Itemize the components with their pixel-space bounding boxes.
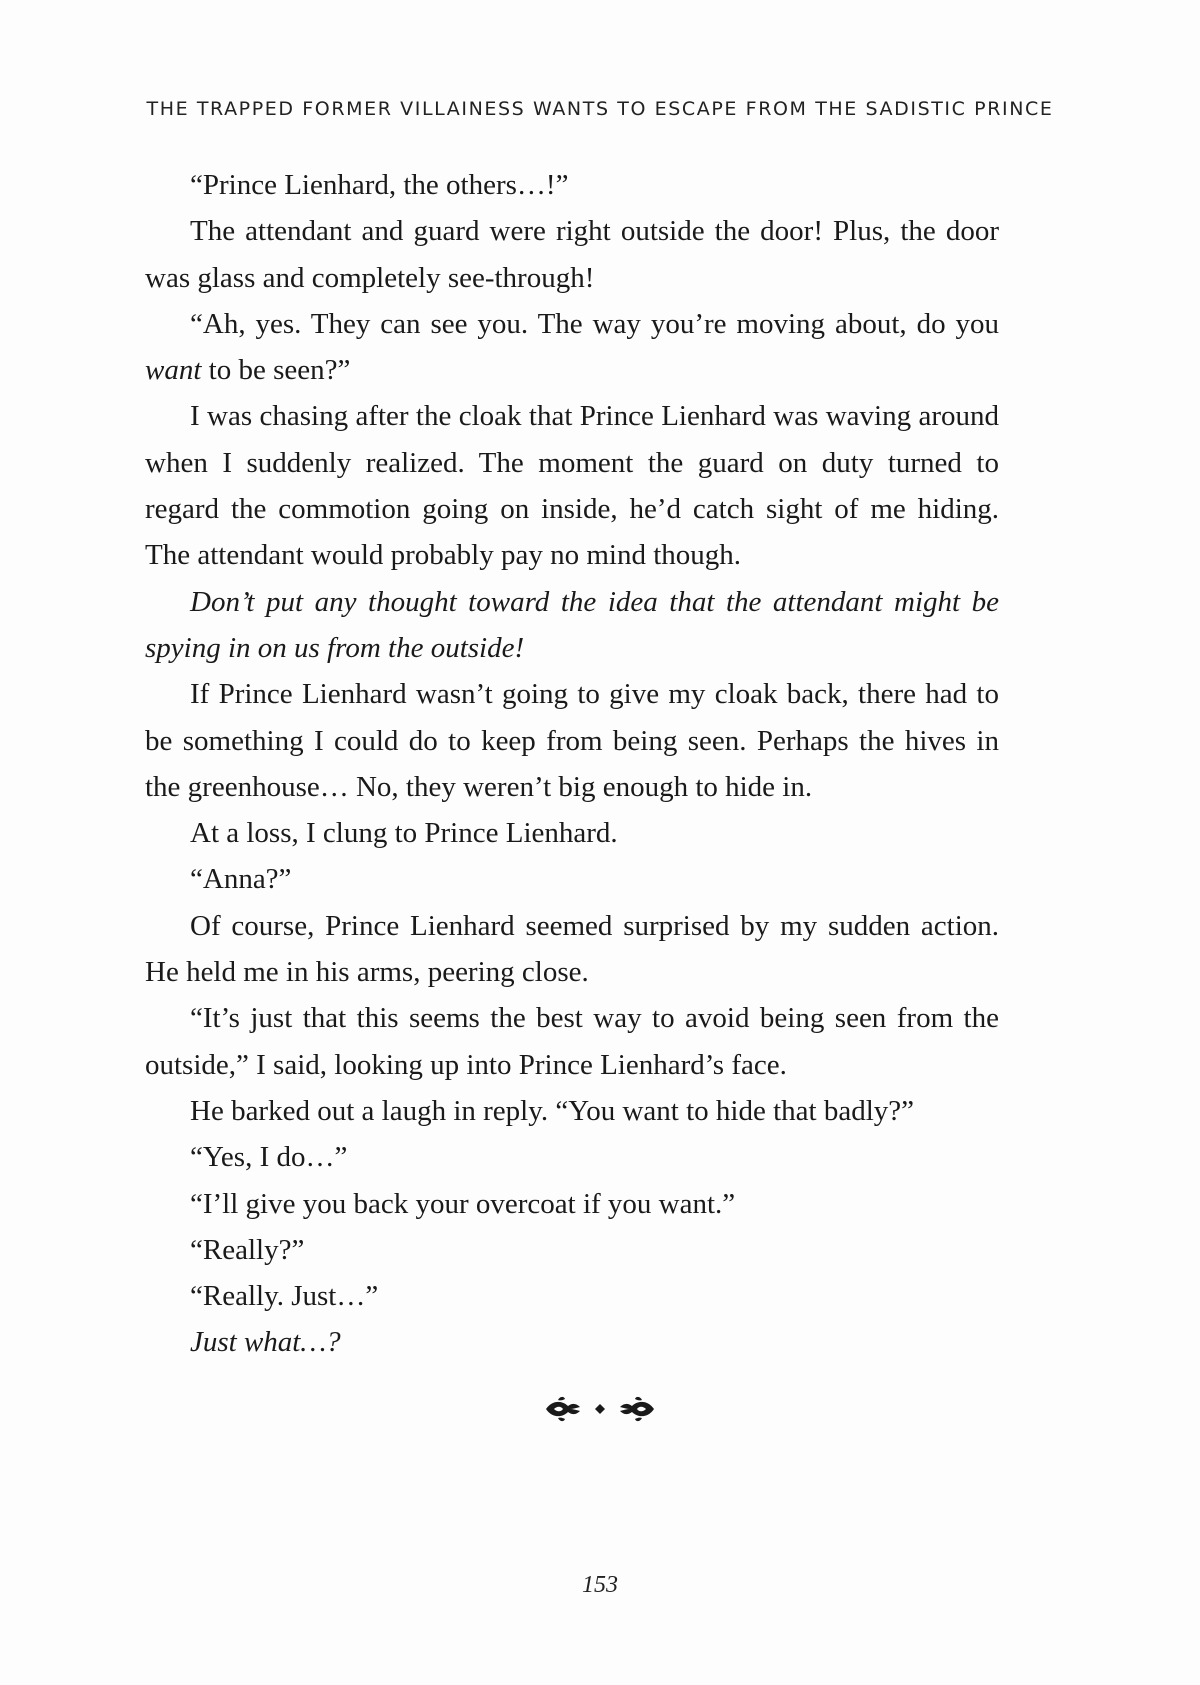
paragraph: “Anna?”: [190, 863, 292, 896]
running-head: THE TRAPPED FORMER VILLAINESS WANTS TO ESCAPE FROM THE SADISTIC PRINCE: [146, 98, 1054, 120]
emphasis: want: [145, 354, 202, 387]
body-text: [145, 162, 999, 1366]
paragraph: “I’ll give you back your overcoat if you want.”: [190, 1187, 736, 1220]
paragraph: “Prince Lienhard, the others…!”: [190, 169, 569, 201]
paragraph-italic: Just what…?: [190, 1326, 341, 1359]
paragraph-italic: Don’t put any thought toward the idea that the attendant might be spying in on us from the outside!: [145, 585, 999, 664]
paragraph: The attendant and guard were right outside the door! Plus, the door was glass and completely see-through!: [145, 215, 999, 294]
paragraph: “Yes, I do…”: [190, 1141, 348, 1174]
paragraph: “Really. Just…”: [190, 1280, 379, 1313]
page-number: 153: [582, 1572, 618, 1598]
scene-break-ornament-icon: [0, 1394, 1200, 1424]
fleuron-icon: [540, 1394, 660, 1424]
paragraph: “Ah, yes. They can see you. The way you’re moving about, do you want to be seen?”: [145, 307, 999, 387]
paragraph: Of course, Prince Lienhard seemed surprised by my sudden action. He held me in his arms, peering close.: [145, 909, 999, 989]
paragraph: “It’s just that this seems the best way to avoid being seen from the outside,” I said, looking up into Prince Lienhard’s face.: [145, 1002, 999, 1081]
paragraph: I was chasing after the cloak that Prince Lienhard was waving around when I suddenly realized. The moment the guard on duty turned to regard the commotion going on inside, he’d catch sight of me hiding. The attendant would probably pay no mind though.: [145, 400, 999, 572]
paragraph: He barked out a laugh in reply. “You want to hide that badly?”: [190, 1094, 915, 1127]
paragraph: “Really?”: [190, 1233, 305, 1266]
paragraph: If Prince Lienhard wasn’t going to give my cloak back, there had to be something I could do to keep from being seen. Perhaps the hives in the greenhouse… No, they weren’t big enough to hide in.: [145, 678, 999, 803]
paragraph: At a loss, I clung to Prince Lienhard.: [190, 817, 618, 850]
